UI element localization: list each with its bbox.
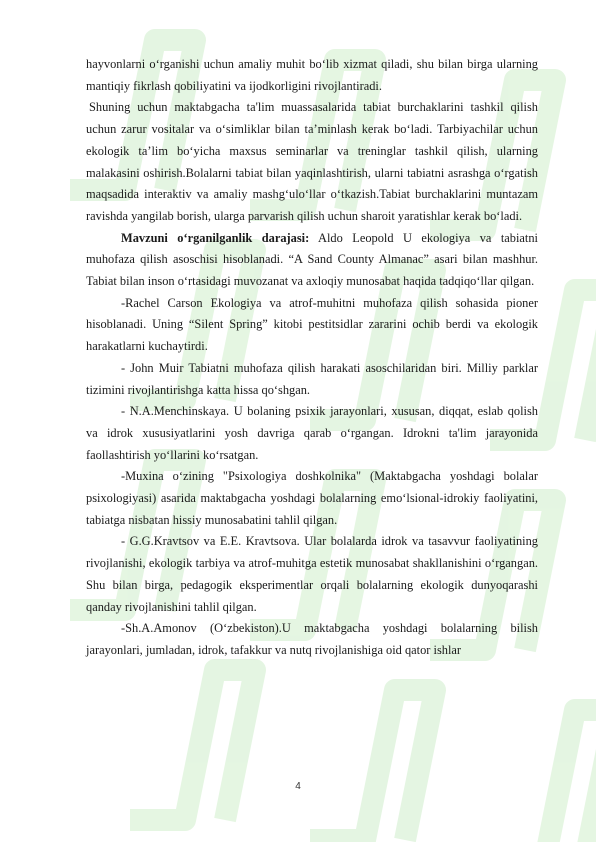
watermark-stroke-10 xyxy=(310,690,435,840)
page-body xyxy=(86,54,538,662)
paragraph-rachel-carson: -Rachel Carson Ekologiya va atrof-muhitni muhofaza qilish sohasida pioner hisoblanadi. Uning “Silent Spring” kitobi pestitsidlar zararini ochib berdi va ekologik harakatlarni kuchaytirdi. xyxy=(86,295,538,354)
paragraph-recommendations: Shuning uchun maktabgacha ta'lim muassasalarida tabiat burchaklarini tashkil qilish uchun zarur vositalar va o‘simliklar bilan ta’minlash kerak bo‘ladi. Tarbiyachilar uchun ekologik ta’lim bo‘yicha maxsus seminarlar va treninglar tashkil qilish, ularning malakasini oshirish.Bolalarni tabiat bilan yaqinlashtirish, ularni tabiatni asrashga o‘rgatish maqsadida interaktiv va amaliy mashg‘ulo‘llar o‘tkazish.Tabiat burchaklarini muntazam ravishda yangilab borish, ularga parvarish qilish uchun sharoit yaratishlar kerak bo‘ladi. xyxy=(86,100,538,223)
page-number: 4 xyxy=(295,781,301,792)
paragraph-muxina: -Muxina o‘zining "Psixologiya doshkolnika" (Maktabgacha yoshdagi bolalar psixologiyasi) asarida maktabgacha yoshdagi bolalarning emo‘lsional-idrokiy faoliyatini, tabiatga nisbatan hissiy munosabatini tahlil qilgan. xyxy=(86,469,538,527)
watermark-stroke-11 xyxy=(490,710,596,842)
paragraph-continuation: hayvonlarni o‘rganishi uchun amaliy muhit bo‘lib xizmat qiladi, shu bilan birga ularning mantiqiy fikrlash qobiliyatini va ijodkorligini rivojlantiradi. xyxy=(86,57,538,93)
paragraph-kravtsov: - G.G.Kravtsov va E.E. Kravtsova. Ular bolalarda idrok va tasavvur faoliyatining rivojlanishi, ekologik tarbiya va atrof-muhitga estetik munosabat shakllanishini o‘rgangan. Shu bilan birga, pedagogik eksperimentlar orqali bolalarning ekologik dunyoqarashi qanday rivojlanishini tahlil qilgan. xyxy=(86,534,538,614)
paragraph-menchinskaya: - N.A.Menchinskaya. U bolaning psixik jarayonlari, xususan, diqqat, eslab qolish va idrok xususiyatlarini yosh davriga qarab o‘rgangan. Idrokni ta'lim jarayonida faollashtirish yo‘llarini ko‘rsatgan. xyxy=(86,404,538,462)
watermark-stroke-9 xyxy=(130,670,255,820)
paragraph-literature-review xyxy=(86,228,538,293)
paragraph-amonov: -Sh.A.Amonov (O‘zbekiston).U maktabgacha yoshdagi bolalarning bilish jarayonlari, jumladan, idrok, tafakkur va nutq rivojlanishiga oid qator ishlar xyxy=(86,621,538,657)
paragraph-aldo-leopold: Aldo Leopold U ekologiya va tabiatni muhofaza qilish asoschisi hisoblanadi. “A Sand County Almanac” asari bilan mashhur. Tabiat bilan inson o‘rtasidagi muvozanat va axloqiy munosabat haqida tadqiqo‘llar qilgan. xyxy=(86,230,538,289)
paragraph-john-muir: - John Muir Tabiatni muhofaza qilish harakati asoschilaridan biri. Milliy parklar tizimini rivojlantirishga katta hissa qo‘shgan. xyxy=(86,360,538,397)
section-heading: Mavzuni o‘rganilganlik darajasi: xyxy=(121,230,310,245)
